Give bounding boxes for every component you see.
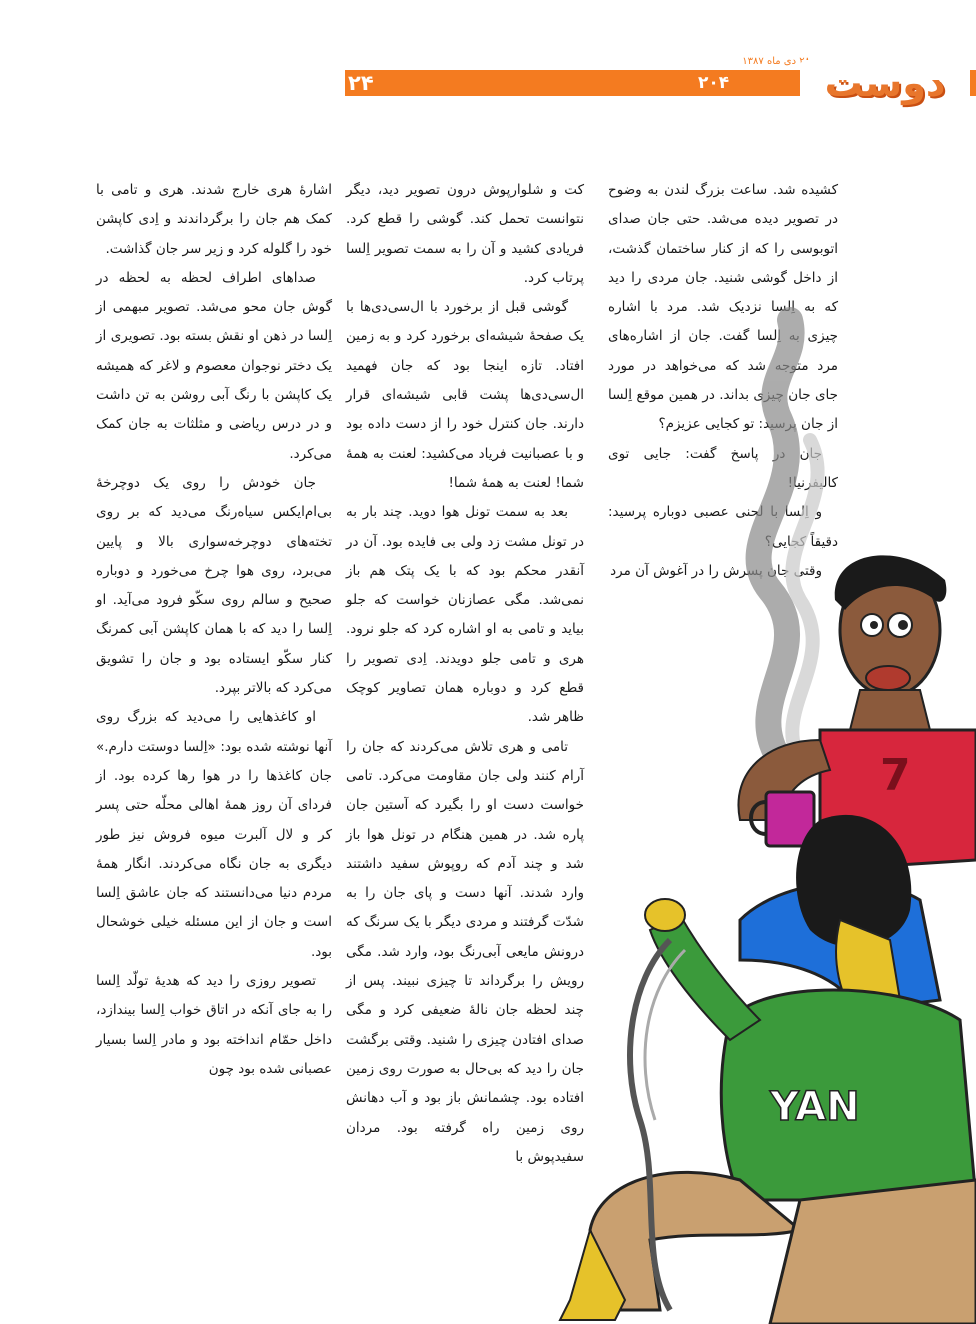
issue-number: ۲۰۴ (698, 73, 730, 93)
paragraph: کشیده شد. ساعت بزرگ لندن به وضوح در تصویر دیده می‌شد. حتی جان صدای اتوبوسی را که از کنار ساختمان گذشت، از داخل گوشی شنید. جان مردی را دید که به اِلسا نزدیک شد. مرد با اشاره چیزی به اِلسا گفت. جان از اشاره‌های مرد متوجه شد که می‌خواهد در مورد جای جان چیزی بداند. در همین موقع اِلسا از جان پرسید: تو کجایی عزیزم؟ (608, 182, 838, 433)
text-column-left (96, 176, 332, 1084)
paragraph: تامی و هری تلاش می‌کردند که جان را آرام کنند ولی جان مقاومت می‌کرد. تامی خواست دست او را بگیرد که آستین جان پاره شد. در همین هنگام در تونل هوا باز شد و چند آدم که روپوش سفید داشتند وارد شدند. آنها دست و پای جان را به شدّت گرفتند و مردی دیگر با یک سرنگ که درونش مایعی آبی‌رنگ بود، وارد شد. مگی رویش را برگرداند تا چیزی نبیند. پس از چند لحظه جان نالهٔ ضعیفی کرد و مگی صدای افتادن چیزی را شنید. وقتی برگشت جان را دید که بی‌حال به صورت روی زمین افتاده بود. چشمانش باز بود و آب دهانش روی زمین راه گرفته بود. مردان سفیدپوش با (346, 738, 584, 1165)
shirt-text: YAN (770, 1084, 860, 1130)
page-number: ۲۴ (348, 71, 374, 95)
magazine-logo: دوست (800, 60, 970, 106)
steam-icon (759, 320, 818, 760)
paragraph: بعد به سمت تونل هوا دوید. چند بار به در تونل مشت زد ولی بی فایده بود. آن در آنقدر محکم بود که با یک پتک هم باز نمی‌شد. مگی عصازنان خواست که جلو بیاید و تامی به او اشاره کرد که جلو نرود. هری و تامی جلو دویدند. اِدی تصویر را قطع کرد و دوباره همان تصاویر کوچک ظاهر شد. (346, 504, 584, 726)
paragraph: تصویر روزی را دید که هدیهٔ تولّد اِلسا را به جای آنکه در اتاق خواب اِلسا بیندازد، داخل حمّام انداخته بود و مادر اِلسا بسیار عصبانی شده بود چون (96, 973, 332, 1077)
paragraph: کت و شلوارپوش درون تصویر دید، دیگر نتوانست تحمل کند. گوشی را قطع کرد. فریادی کشید و آن را به سمت تصویر اِلسا پرتاب کرد. (346, 182, 584, 286)
paragraph: اشارهٔ هری خارج شدند. هری و تامی با کمک هم جان را برگرداندند و اِدی کاپشن خود را گلوله کرد و زیر سر جان گذاشت. (96, 182, 332, 257)
story-illustration (440, 300, 976, 1324)
paragraph: صداهای اطراف لحظه به لحظه در گوش جان محو می‌شد. تصویر مبهمی از اِلسا در ذهن او نقش بسته بود. تصویری از یک دختر نوجوان معصوم و لاغر که همیشه یک کاپشن با رنگ آبی روشن به تن داشت و در درس ریاضی و مثلثات به جان کمک می‌کرد. (96, 269, 332, 462)
shirt-number: 7 (880, 750, 911, 801)
paragraph: او کاغذهایی را می‌دید که بزرگ روی آنها نوشته شده بود: «اِلسا دوستت دارم.» جان کاغذها را در هوا رها کرده بود. از فردای آن روز همهٔ اهالی محلّه حتی پسر کر و لال آلبرت میوه فروش نیز طور دیگری به جان نگاه می‌کردند. انگار همهٔ مردم دنیا می‌دانستند که جان عاشق اِلسا است و جان از این مسئله خیلی خوشحال بود. (96, 709, 332, 960)
paragraph: جان خودش را روی یک دوچرخهٔ بی‌ام‌ایکس سیاه‌رنگ می‌دید که بر روی تخته‌های دوچرخه‌سواری بالا و پایین می‌برد، روی هوا چرخ می‌خورد و دوباره صحیح و سالم روی سکّو فرود می‌آید. او اِلسا را دید که با همان کاپشن آبی کمرنگ کنار سکّو ایستاده بود و جان را تشویق می‌کرد که بالاتر بپرد. (96, 474, 332, 697)
paragraph: و اِلسا با لحنی عصبی دوباره پرسید: دقیقاً کجایی؟ (608, 504, 838, 550)
paragraph: وقتی جان پسرش را در آغوش آن مرد (610, 562, 822, 579)
issue-date: دی ماه ۱۳۸۷ (742, 56, 797, 67)
paragraph: گوشی قبل از برخورد با ال‌سی‌دی‌ها با یک صفحهٔ شیشه‌ای برخورد کرد و به زمین افتاد. تازه اینجا بود که جان فهمید ال‌سی‌دی‌ها پشت قابی شیشه‌ای قرار دارند. جان کنترل خود را از دست داده بود و با عصبانیت فریاد می‌کشید: لعنت به همهٔ شما! لعنت به همهٔ شما! (346, 299, 584, 491)
man-sitting-figure (560, 815, 976, 1324)
paragraph: جان در پاسخ گفت: جایی توی کالیفرنیا! (608, 445, 838, 491)
